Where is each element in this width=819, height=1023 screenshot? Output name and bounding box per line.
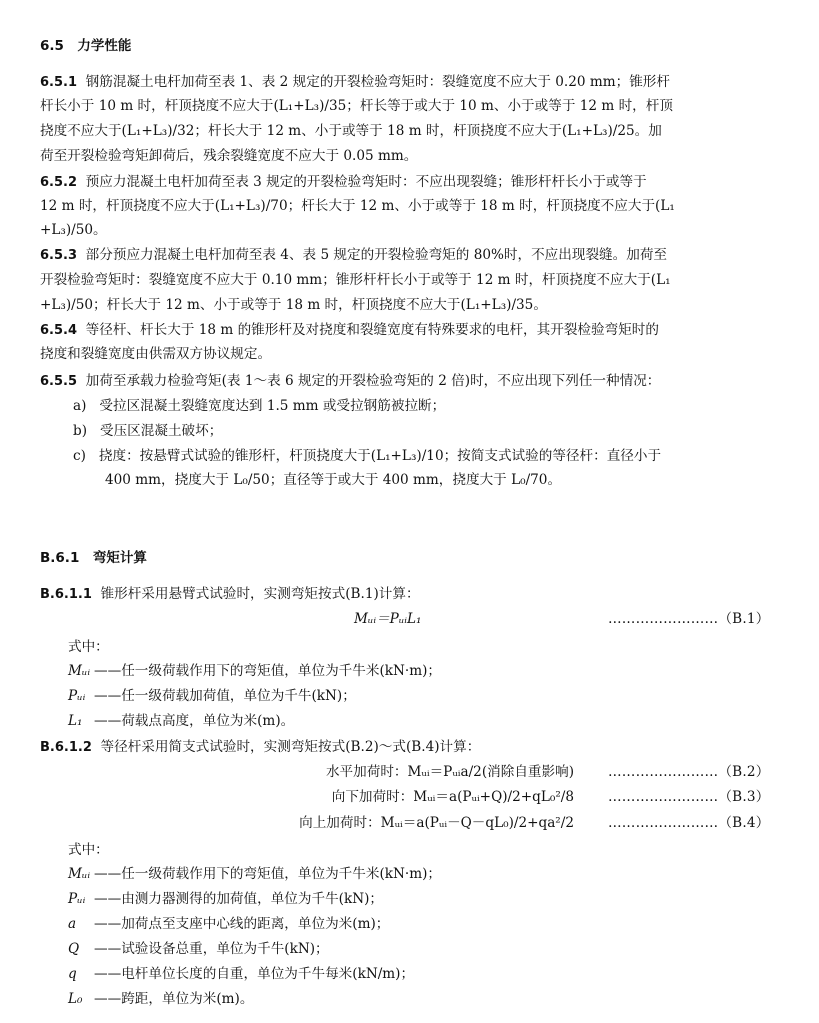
equation-b3: 向下加荷时：Mᵤᵢ＝a(Pᵤᵢ+Q)/2+qL₀²/8	[331, 789, 574, 805]
definition-symbol: q	[68, 966, 77, 982]
clause-6-5-2-text: 预应力混凝土电杆加荷至表 3 规定的开裂检验弯矩时：不应出现裂缝；锥形杆杆长小于或等于	[85, 174, 647, 190]
list-item-b	[73, 421, 222, 441]
clause-6-5-2-line-1	[40, 172, 647, 193]
definition-row	[68, 889, 383, 909]
list-item-a	[73, 396, 445, 416]
definition-symbol: L₁	[68, 713, 83, 729]
clause-6-5-1-text: 钢筋混凝土电杆加荷至表 1、表 2 规定的开裂检验弯矩时：裂缝宽度不应大于 0.20 mm；锥形杆	[85, 74, 670, 90]
definition-symbol: Mᵤᵢ	[68, 663, 91, 679]
list-item-b-text: 受压区混凝土破坏；	[99, 423, 223, 439]
definition-text: ——跨距，单位为米(m)。	[94, 991, 254, 1007]
equation-b3-number: ……………………（B.3）	[608, 789, 770, 805]
clause-6-5-3-number: 6.5.3	[40, 248, 78, 263]
list-item-c-text: 挠度：按悬臂式试验的锥形杆，杆顶挠度大于(L₁+L₃)/10；按简支式试验的等径杆：直径小于	[98, 448, 662, 464]
definition-text: ——电杆单位长度的自重，单位为千牛每米(kN/m)；	[94, 966, 415, 982]
definition-symbol: Pᵤᵢ	[68, 688, 86, 704]
clause-6-5-4-number: 6.5.4	[40, 323, 78, 338]
definition-row	[68, 864, 441, 884]
definition-text: ——由测力器测得的加荷值，单位为千牛(kN)；	[94, 891, 384, 907]
equation-b2-number: ……………………（B.2）	[608, 764, 770, 780]
list-item-a-text: 受拉区混凝土裂缝宽度达到 1.5 mm 或受拉钢筋被拉断；	[99, 398, 446, 414]
where-label-1: 式中：	[68, 639, 109, 655]
definition-text: ——任一级荷载作用下的弯矩值，单位为千牛米(kN·m)；	[94, 866, 442, 882]
definition-text: ——任一级荷载加荷值，单位为千牛(kN)；	[94, 688, 356, 704]
definition-text: ——试验设备总重，单位为千牛(kN)；	[94, 941, 329, 957]
definition-row	[68, 964, 414, 984]
list-item-b-label: b)	[73, 423, 88, 439]
clause-6-5-5-text: 加荷至承载力检验弯矩(表 1～表 6 规定的开裂检验弯矩的 2 倍)时，不应出现下列任一种情况：	[85, 373, 661, 389]
definition-symbol: a	[68, 916, 77, 932]
definition-row	[68, 711, 294, 731]
clause-6-5-4-line-1	[40, 320, 659, 341]
where-label-2: 式中：	[68, 842, 109, 858]
clause-b-6-1-2-text: 等径杆采用简支式试验时，实测弯矩按式(B.2)～式(B.4)计算：	[100, 739, 481, 755]
definition-symbol: Pᵤᵢ	[68, 891, 86, 907]
clause-6-5-3-line-1	[40, 245, 667, 266]
clause-6-5-5-line-1	[40, 371, 660, 392]
equation-b4: 向上加荷时：Mᵤᵢ＝a(Pᵤᵢ－Q－qL₀)/2+qa²/2	[299, 815, 574, 831]
clause-6-5-4-text: 等径杆、杆长大于 18 m 的锥形杆及对挠度和裂缝宽度有特殊要求的电杆，其开裂检验弯矩时的	[85, 322, 659, 338]
definition-row	[68, 914, 389, 934]
definition-row	[68, 686, 356, 706]
list-item-c-line-2: 400 mm，挠度大于 L₀/50；直径等于或大于 400 mm，挠度大于 L₀/70。	[105, 472, 562, 488]
definition-text: ——荷载点高度，单位为米(m)。	[94, 713, 295, 729]
definition-row	[68, 661, 441, 681]
clause-6-5-1-line-2: 杆长小于 10 m 时，杆顶挠度不应大于(L₁+L₃)/35；杆长等于或大于 10 m、小于或等于 12 m 时，杆顶	[40, 98, 673, 114]
clause-6-5-2-number: 6.5.2	[40, 175, 78, 190]
clause-6-5-1-line-4: 荷至开裂检验弯矩卸荷后，残余裂缝宽度不应大于 0.05 mm。	[40, 148, 418, 164]
clause-b-6-1-1	[40, 584, 420, 605]
clause-6-5-1-line-3: 挠度不应大于(L₁+L₃)/32；杆长大于 12 m、小于或等于 18 m 时，杆顶挠度不应大于(L₁+L₃)/25。加	[40, 123, 662, 139]
clause-b-6-1-2	[40, 737, 480, 758]
list-item-c	[73, 446, 661, 466]
clause-6-5-3-line-2: 开裂检验弯矩时：裂缝宽度不应大于 0.10 mm；锥形杆杆长小于或等于 12 m 时，杆顶挠度不应大于(L₁	[40, 272, 671, 288]
definition-symbol: L₀	[68, 991, 83, 1007]
definition-text: ——加荷点至支座中心线的距离，单位为米(m)；	[94, 916, 390, 932]
definition-text: ——任一级荷载作用下的弯矩值，单位为千牛米(kN·m)；	[94, 663, 442, 679]
clause-6-5-3-text: 部分预应力混凝土电杆加荷至表 4、表 5 规定的开裂检验弯矩的 80%时，不应出现裂缝。加荷至	[85, 247, 668, 263]
definition-symbol: Q	[68, 941, 80, 957]
clause-6-5-1-number: 6.5.1	[40, 75, 78, 90]
equation-b1-number: ……………………（B.1）	[608, 611, 770, 627]
clause-6-5-2-line-3: +L₃)/50。	[40, 222, 107, 238]
list-item-c-label: c)	[73, 448, 86, 464]
clause-b-6-1-2-number: B.6.1.2	[40, 740, 92, 755]
clause-b-6-1-1-text: 锥形杆采用悬臂式试验时，实测弯矩按式(B.1)计算：	[100, 586, 420, 602]
section-6-5-heading: 6.5 力学性能	[40, 38, 132, 54]
definition-row	[68, 939, 329, 959]
equation-b1: Mᵤᵢ＝PᵤᵢL₁	[354, 611, 422, 627]
clause-6-5-3-line-3: +L₃)/50；杆长大于 12 m、小于或等于 18 m 时，杆顶挠度不应大于(L₁+L₃)/35。	[40, 297, 547, 313]
clause-6-5-5-number: 6.5.5	[40, 374, 78, 389]
list-item-a-label: a)	[73, 398, 87, 414]
definition-symbol: Mᵤᵢ	[68, 866, 91, 882]
definition-row	[68, 989, 253, 1009]
clause-6-5-1-line-1	[40, 72, 670, 93]
clause-b-6-1-1-number: B.6.1.1	[40, 587, 92, 602]
section-b-6-1-heading: B.6.1 弯矩计算	[40, 550, 147, 566]
equation-b4-number: ……………………（B.4）	[608, 815, 770, 831]
clause-6-5-4-line-2: 挠度和裂缝宽度由供需双方协议规定。	[40, 346, 272, 362]
clause-6-5-2-line-2: 12 m 时，杆顶挠度不应大于(L₁+L₃)/70；杆长大于 12 m、小于或等于 18 m 时，杆顶挠度不应大于(L₁	[40, 198, 675, 214]
equation-b2: 水平加荷时：Mᵤᵢ＝Pᵤᵢa/2(消除自重影响)	[325, 764, 574, 780]
